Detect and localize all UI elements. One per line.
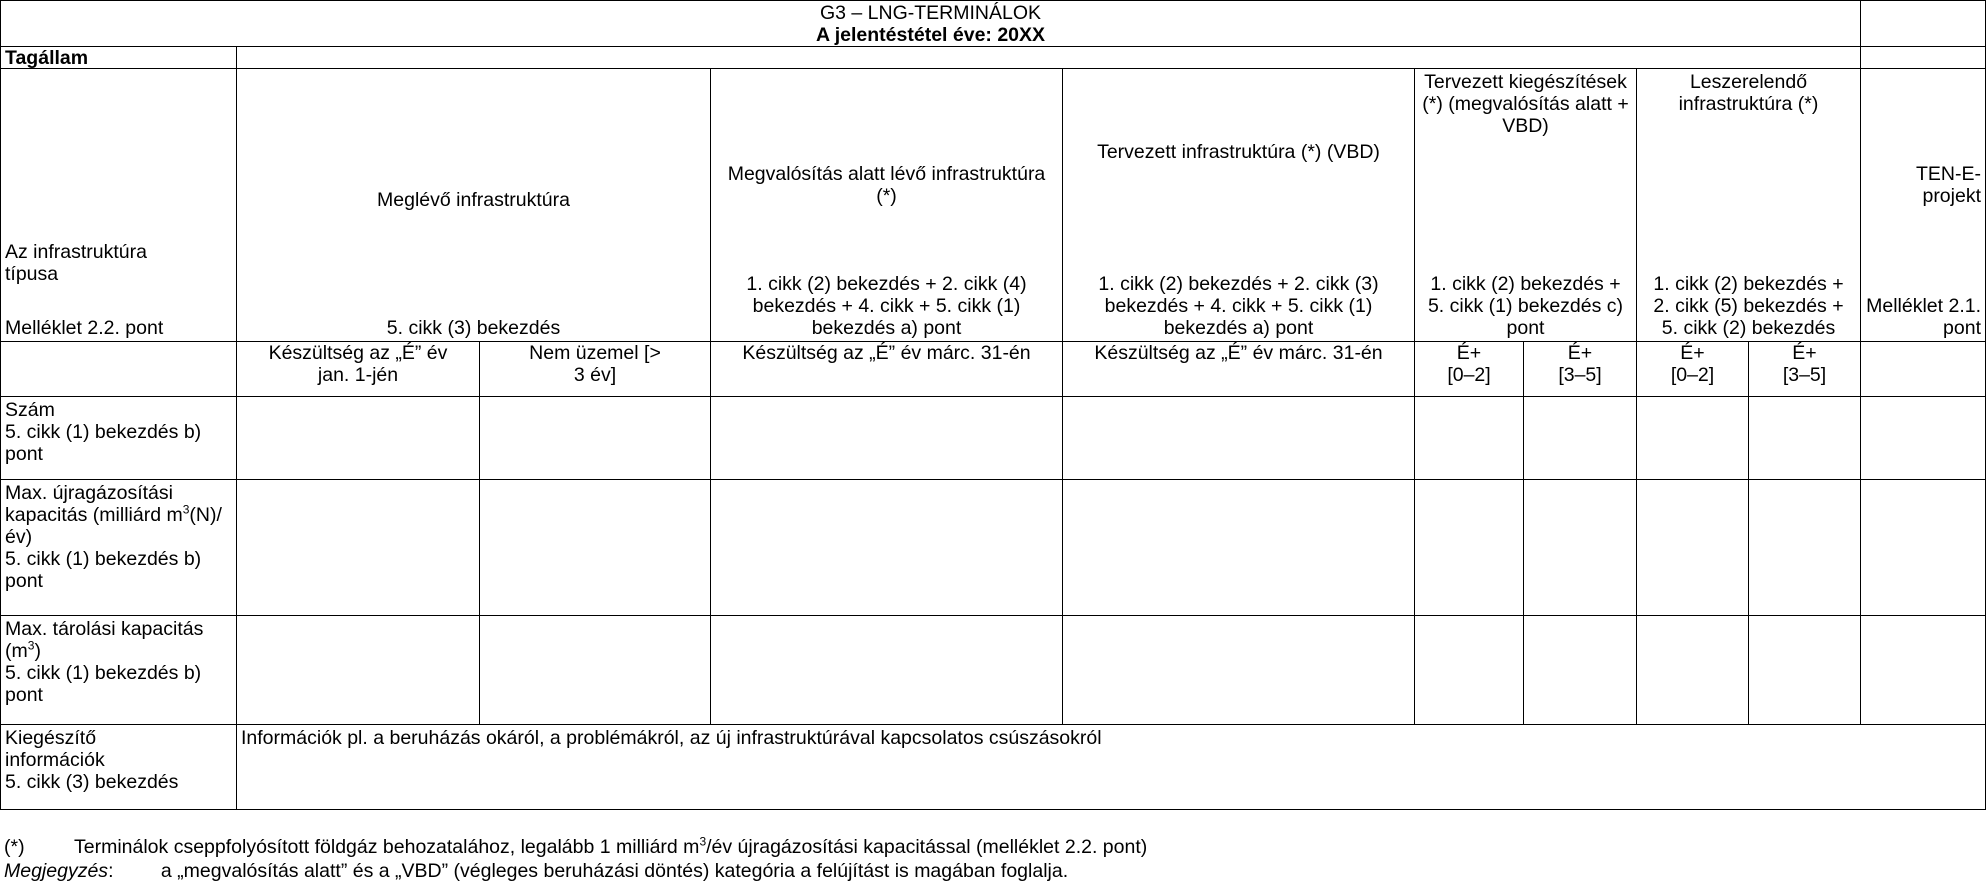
reporting-year-title: A jelentéstétel éve: 20XX — [815, 23, 1046, 46]
storage-existing-not-operating-cell[interactable] — [479, 615, 711, 725]
subheader-blank-cell — [0, 341, 237, 397]
number-decommissioned-3-5-cell[interactable] — [1748, 396, 1861, 480]
storage-additions-3-5-cell[interactable] — [1523, 615, 1637, 725]
footnote-note-label: Megjegyzés — [4, 860, 109, 882]
title-cell — [0, 0, 1861, 47]
number-additions-3-5-cell[interactable] — [1523, 396, 1637, 480]
decommissioned-header — [1636, 68, 1861, 342]
number-additions-0-2-cell[interactable] — [1414, 396, 1524, 480]
regas-additions-3-5-cell[interactable] — [1523, 479, 1637, 616]
regas-ten-e-cell[interactable] — [1860, 479, 1986, 616]
storage-decommissioned-3-5-cell[interactable] — [1748, 615, 1861, 725]
infrastructure-type-header — [0, 68, 237, 342]
regas-additions-0-2-cell[interactable] — [1414, 479, 1524, 616]
existing-infrastructure-header — [236, 68, 711, 342]
under-construction-header — [710, 68, 1063, 342]
title-right-cell — [1860, 0, 1986, 47]
planned-header — [1062, 68, 1415, 342]
regas-under-construction-cell[interactable] — [710, 479, 1063, 616]
existing-infrastructure-ref: 5. cikk (3) bekezdés — [386, 317, 561, 339]
member-state-label: Tagállam — [0, 46, 237, 69]
regas-existing-ready-cell[interactable] — [236, 479, 480, 616]
number-existing-ready-cell[interactable] — [236, 396, 480, 480]
planned-additions-header — [1414, 68, 1637, 342]
regas-decommissioned-3-5-cell[interactable] — [1748, 479, 1861, 616]
number-decommissioned-0-2-cell[interactable] — [1636, 396, 1749, 480]
member-state-right-cell — [1860, 46, 1986, 69]
additional-info-text-cell[interactable]: Információk pl. a beruházás okáról, a problémákról, az új infrastruktúrával kapcsolatos csúszásokról — [236, 724, 1986, 810]
planned-heading: Tervezett infrastruktúra (*) (VBD) — [1097, 141, 1380, 163]
ten-e-project-header — [1860, 68, 1986, 342]
decommissioned-0-2-subheader: É+ [0–2] — [1636, 341, 1749, 397]
number-ten-e-cell[interactable] — [1860, 396, 1986, 480]
storage-planned-cell[interactable] — [1062, 615, 1415, 725]
ten-e-project-heading: TEN-E-projekt — [1916, 163, 1981, 207]
footnote-note: Megjegyzés: a „megvalósítás alatt” és a „VBD” (végleges beruházási döntés) kategória a felújítást is magában foglalja. — [4, 860, 1069, 882]
under-construction-ref: 1. cikk (2) bekezdés + 2. cikk (4) bekezdés + 4. cikk + 5. cikk (1) bekezdés a) pont — [746, 273, 1027, 339]
row-label-number: Szám 5. cikk (1) bekezdés b) pont — [0, 396, 237, 480]
storage-decommissioned-0-2-cell[interactable] — [1636, 615, 1749, 725]
decommissioned-ref: 1. cikk (2) bekezdés + 2. cikk (5) bekezdés + 5. cikk (2) bekezdés — [1653, 273, 1844, 339]
planned-subheader: Készültség az „É” év márc. 31-én — [1062, 341, 1415, 397]
storage-existing-ready-cell[interactable] — [236, 615, 480, 725]
footnote-note-text: a „megvalósítás alatt” és a „VBD” (végleges beruházási döntés) kategória a felújítást is magában foglalja. — [160, 860, 1069, 882]
footnote-star: (*) Terminálok cseppfolyósított földgáz behozatalához, legalább 1 milliárd $m^3/év$ újragázosítási kapacitással (melléklet 2.2. pont) — [4, 834, 1148, 858]
existing-infrastructure-heading: Meglévő infrastruktúra — [377, 189, 570, 211]
number-under-construction-cell[interactable] — [710, 396, 1063, 480]
regas-existing-not-operating-cell[interactable] — [479, 479, 711, 616]
number-planned-cell[interactable] — [1062, 396, 1415, 480]
infrastructure-type-ref: Melléklet 2.2. pont — [5, 317, 164, 339]
number-existing-not-operating-cell[interactable] — [479, 396, 711, 480]
existing-ready-subheader: Készültség az „É” év jan. 1-jén — [236, 341, 480, 397]
footnote-star-marker: (*) — [4, 836, 25, 858]
form-title: G3 – LNG-TERMINÁLOK — [819, 1, 1042, 24]
under-construction-subheader: Készültség az „É” év márc. 31-én — [710, 341, 1063, 397]
planned-ref: 1. cikk (2) bekezdés + 2. cikk (3) bekezdés + 4. cikk + 5. cikk (1) bekezdés a) pont — [1098, 273, 1379, 339]
row-label-regas-capacity: Max. újragázosítási kapacitás (milliárd $m^3(N)/év$) 5. cikk (1) bekezdés b) pont — [0, 479, 237, 616]
existing-not-operating-subheader: Nem üzemel [> 3 év] — [479, 341, 711, 397]
storage-ten-e-cell[interactable] — [1860, 615, 1986, 725]
storage-under-construction-cell[interactable] — [710, 615, 1063, 725]
ten-e-subheader-cell — [1860, 341, 1986, 397]
planned-additions-heading: Tervezett kiegészítések (*) (megvalósítás alatt + VBD) — [1422, 71, 1629, 137]
decommissioned-3-5-subheader: É+ [3–5] — [1748, 341, 1861, 397]
row-label-additional-info: Kiegészítő információk 5. cikk (3) bekezdés — [0, 724, 237, 810]
decommissioned-heading: Leszerelendő infrastruktúra (*) — [1678, 71, 1819, 115]
infrastructure-type-label: Az infrastruktúra típusa — [5, 241, 147, 285]
additions-3-5-subheader: É+ [3–5] — [1523, 341, 1637, 397]
regas-decommissioned-0-2-cell[interactable] — [1636, 479, 1749, 616]
member-state-value-cell[interactable] — [236, 46, 1861, 69]
ten-e-project-ref: Melléklet 2.1. pont — [1866, 295, 1981, 339]
additions-0-2-subheader: É+ [0–2] — [1414, 341, 1524, 397]
planned-additions-ref: 1. cikk (2) bekezdés + 5. cikk (1) bekezdés c) pont — [1427, 273, 1624, 339]
storage-additions-0-2-cell[interactable] — [1414, 615, 1524, 725]
regas-planned-cell[interactable] — [1062, 479, 1415, 616]
row-label-storage-capacity: Max. tárolási kapacitás $(m^3)$ 5. cikk (1) bekezdés b) pont — [0, 615, 237, 725]
under-construction-heading: Megvalósítás alatt lévő infrastruktúra (*) — [727, 163, 1046, 207]
